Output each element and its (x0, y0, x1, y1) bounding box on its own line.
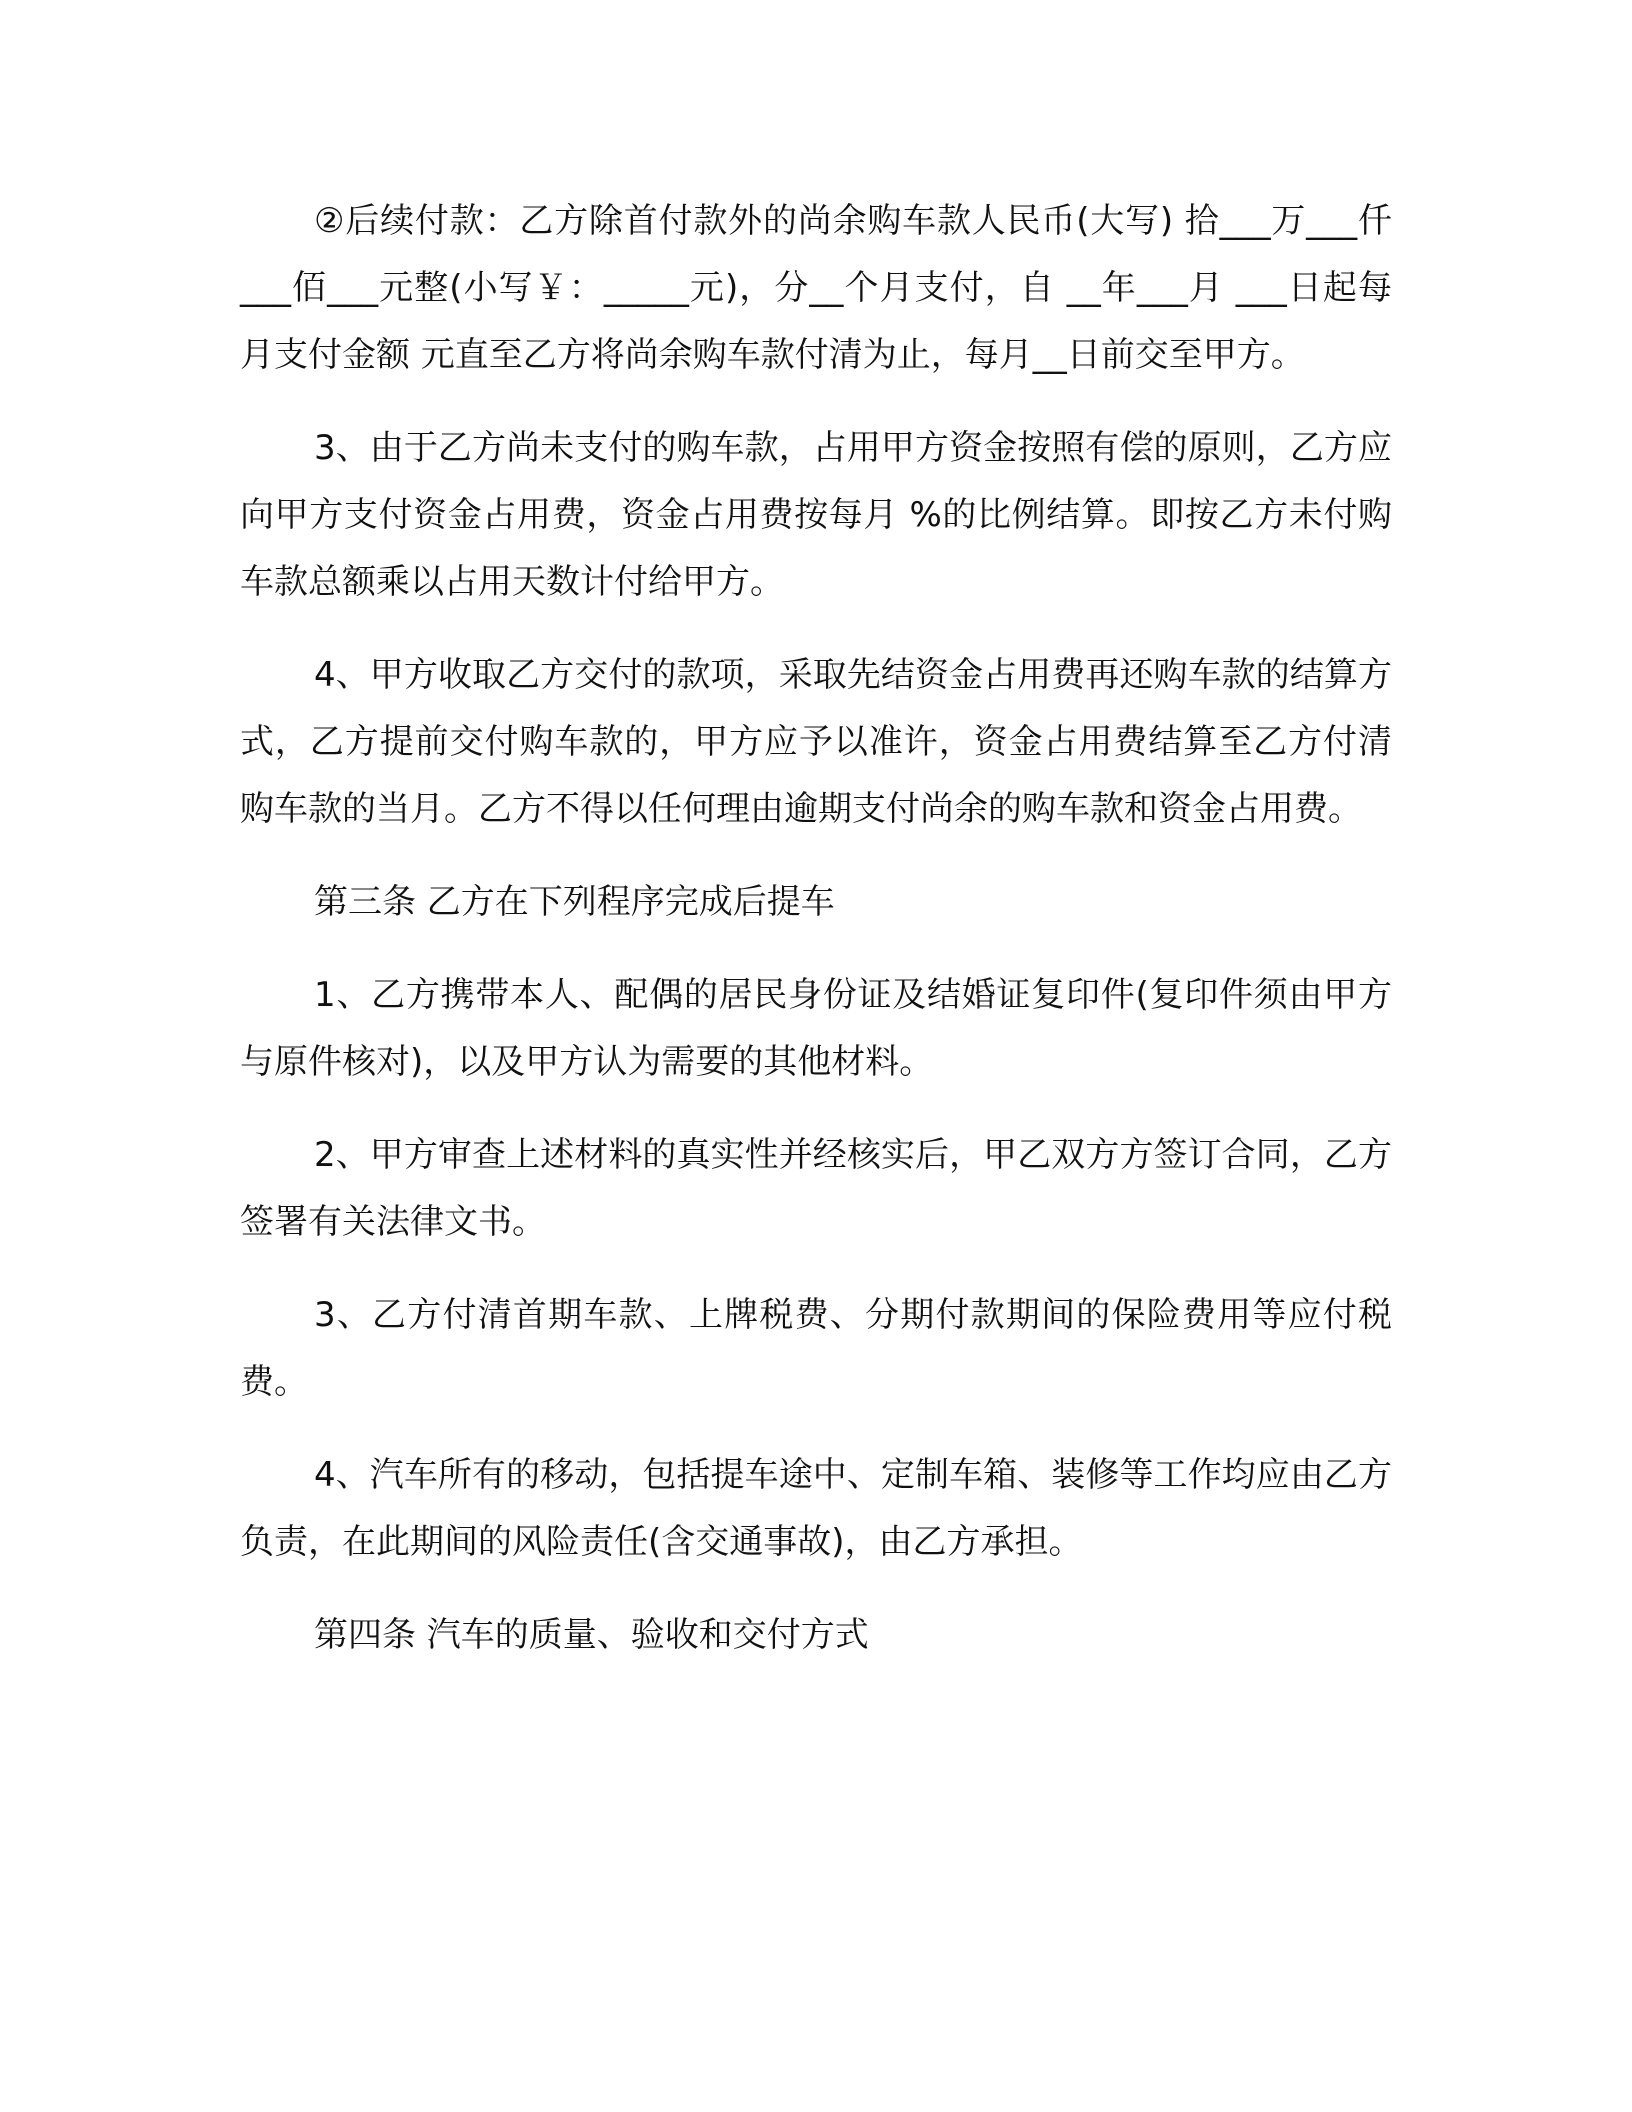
paragraph-clause-4: 4、甲方收取乙方交付的款项，采取先结资金占用费再还购车款的结算方式，乙方提前交付购车款的，甲方应予以准许，资金占用费结算至乙方付清购车款的当月。乙方不得以任何理由逾期支付尚余的购车款和资金占用费。 (240, 655, 1392, 829)
paragraph-article-3-item-4: 4、汽车所有的移动，包括提车途中、定制车箱、装修等工作均应由乙方负责，在此期间的风险责任(含交通事故)，由乙方承担。 (240, 1455, 1392, 1562)
paragraph-article-3-item-1: 1、乙方携带本人、配偶的居民身份证及结婚证复印件(复印件须由甲方与原件核对)，以及甲方认为需要的其他材料。 (240, 975, 1392, 1082)
paragraph-article-3-item-2: 2、甲方审查上述材料的真实性并经核实后，甲乙双方方签订合同，乙方签署有关法律文书。 (240, 1135, 1392, 1242)
article-4-heading: 第四条 汽车的质量、验收和交付方式 (314, 1615, 869, 1655)
paragraph-article-3-item-3: 3、乙方付清首期车款、上牌税费、分期付款期间的保险费用等应付税费。 (240, 1295, 1392, 1402)
document-body (240, 188, 1392, 1695)
paragraph-clause-3: 3、由于乙方尚未支付的购车款，占用甲方资金按照有偿的原则，乙方应向甲方支付资金占用费，资金占用费按每月 %的比例结算。即按乙方未付购车款总额乘以占用天数计付给甲方。 (240, 428, 1392, 602)
article-3-heading: 第三条 乙方在下列程序完成后提车 (314, 882, 835, 922)
paragraph-subsequent-payment: ②后续付款：乙方除首付款外的尚余购车款人民币(大写) 拾___万___仟___佰___元整(小写￥：_____元)，分__个月支付，自 __年___月 ___日起每月支付金额 元直至乙方将尚余购车款付清为止，每月__日前交至甲方。 (240, 201, 1392, 375)
